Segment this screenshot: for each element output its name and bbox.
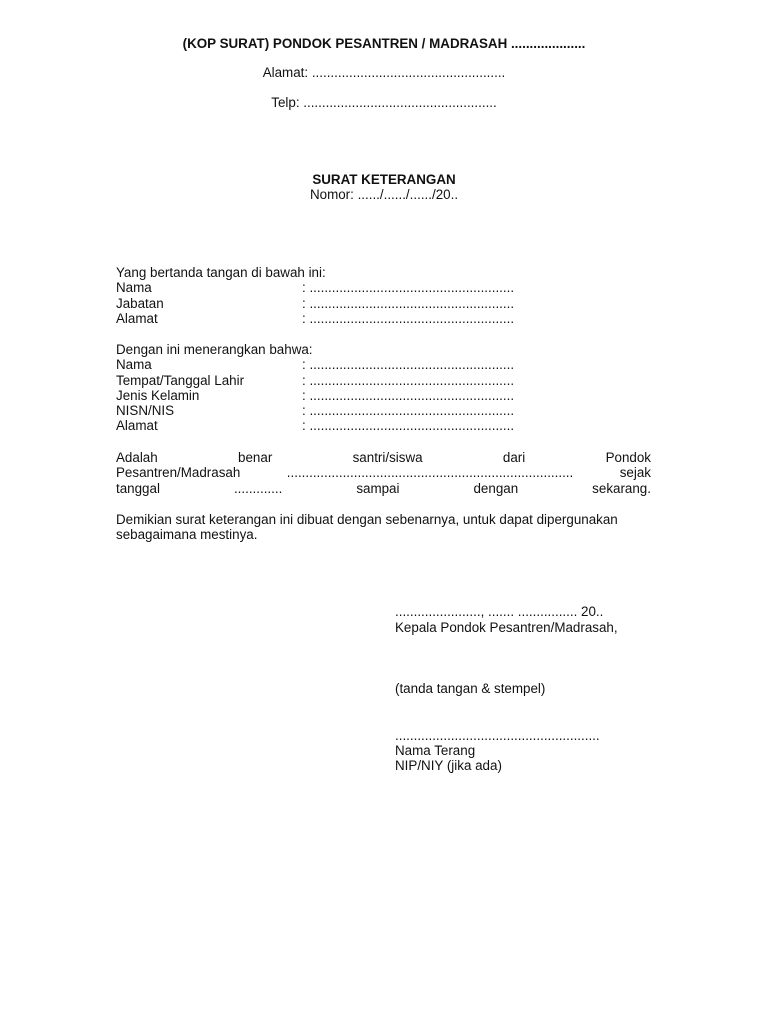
statement-word: dari bbox=[502, 450, 526, 465]
letterhead-phone: Telp: .................................................... bbox=[271, 95, 497, 110]
subject-field-ttl bbox=[116, 373, 656, 388]
subject-intro: Dengan ini menerangkan bahwa: bbox=[116, 342, 313, 357]
subject-field-alamat bbox=[116, 418, 656, 433]
field-label: NISN/NIS bbox=[116, 403, 175, 418]
signature-position: Kepala Pondok Pesantren/Madrasah, bbox=[395, 620, 618, 635]
signatory-field-jabatan bbox=[116, 296, 656, 311]
field-value: : ....................................................... bbox=[302, 357, 515, 372]
field-value: : ....................................................... bbox=[302, 418, 515, 433]
statement-word: ............................................................................. bbox=[286, 465, 574, 480]
statement-line-3 bbox=[116, 481, 651, 496]
signatory-field-nama bbox=[116, 280, 656, 295]
closing-line-2: sebagaimana mestinya. bbox=[116, 527, 258, 542]
statement-word: tanggal bbox=[116, 481, 160, 496]
signatory-field-alamat bbox=[116, 311, 656, 326]
letterhead-title: (KOP SURAT) PONDOK PESANTREN / MADRASAH .................... bbox=[182, 36, 586, 51]
field-value: : ....................................................... bbox=[302, 403, 515, 418]
subject-field-nisn bbox=[116, 403, 656, 418]
statement-line-1 bbox=[116, 450, 651, 465]
subject-field-gender bbox=[116, 388, 656, 403]
field-label: Nama bbox=[116, 280, 152, 295]
field-label: Alamat bbox=[116, 418, 158, 433]
statement-word: benar bbox=[238, 450, 273, 465]
statement-line-2 bbox=[116, 465, 651, 480]
signature-nip: NIP/NIY (jika ada) bbox=[395, 758, 502, 773]
signature-place-date: ......................., ....... ................ 20.. bbox=[395, 604, 604, 619]
statement-word: dengan bbox=[473, 481, 519, 496]
signature-note: (tanda tangan & stempel) bbox=[395, 681, 546, 696]
statement-word: Pondok bbox=[605, 450, 651, 465]
field-label: Alamat bbox=[116, 311, 158, 326]
closing-line-1: Demikian surat keterangan ini dibuat dengan sebenarnya, untuk dapat dipergunakan bbox=[116, 512, 618, 527]
signature-name-line: ....................................................... bbox=[395, 728, 600, 743]
field-label: Jenis Kelamin bbox=[116, 388, 200, 403]
letterhead-address: Alamat: .................................................... bbox=[262, 65, 506, 80]
statement-word: sekarang. bbox=[592, 481, 651, 496]
field-value: : ....................................................... bbox=[302, 280, 515, 295]
field-value: : ....................................................... bbox=[302, 373, 515, 388]
field-value: : ....................................................... bbox=[302, 296, 515, 311]
subject-field-nama bbox=[116, 357, 656, 372]
statement-word: santri/siswa bbox=[352, 450, 423, 465]
field-label: Nama bbox=[116, 357, 152, 372]
document-title: SURAT KETERANGAN bbox=[312, 172, 456, 187]
signatory-intro: Yang bertanda tangan di bawah ini: bbox=[116, 265, 326, 280]
field-label: Tempat/Tanggal Lahir bbox=[116, 373, 245, 388]
signature-name: Nama Terang bbox=[395, 743, 476, 758]
statement-word: ............. bbox=[233, 481, 283, 496]
statement-word: sejak bbox=[619, 465, 651, 480]
field-value: : ....................................................... bbox=[302, 388, 515, 403]
statement-word: Pesantren/Madrasah bbox=[116, 465, 241, 480]
document-number: Nomor: ....../....../....../20.. bbox=[309, 187, 459, 202]
field-value: : ....................................................... bbox=[302, 311, 515, 326]
field-label: Jabatan bbox=[116, 296, 164, 311]
statement-word: sampai bbox=[356, 481, 400, 496]
statement-word: Adalah bbox=[116, 450, 158, 465]
